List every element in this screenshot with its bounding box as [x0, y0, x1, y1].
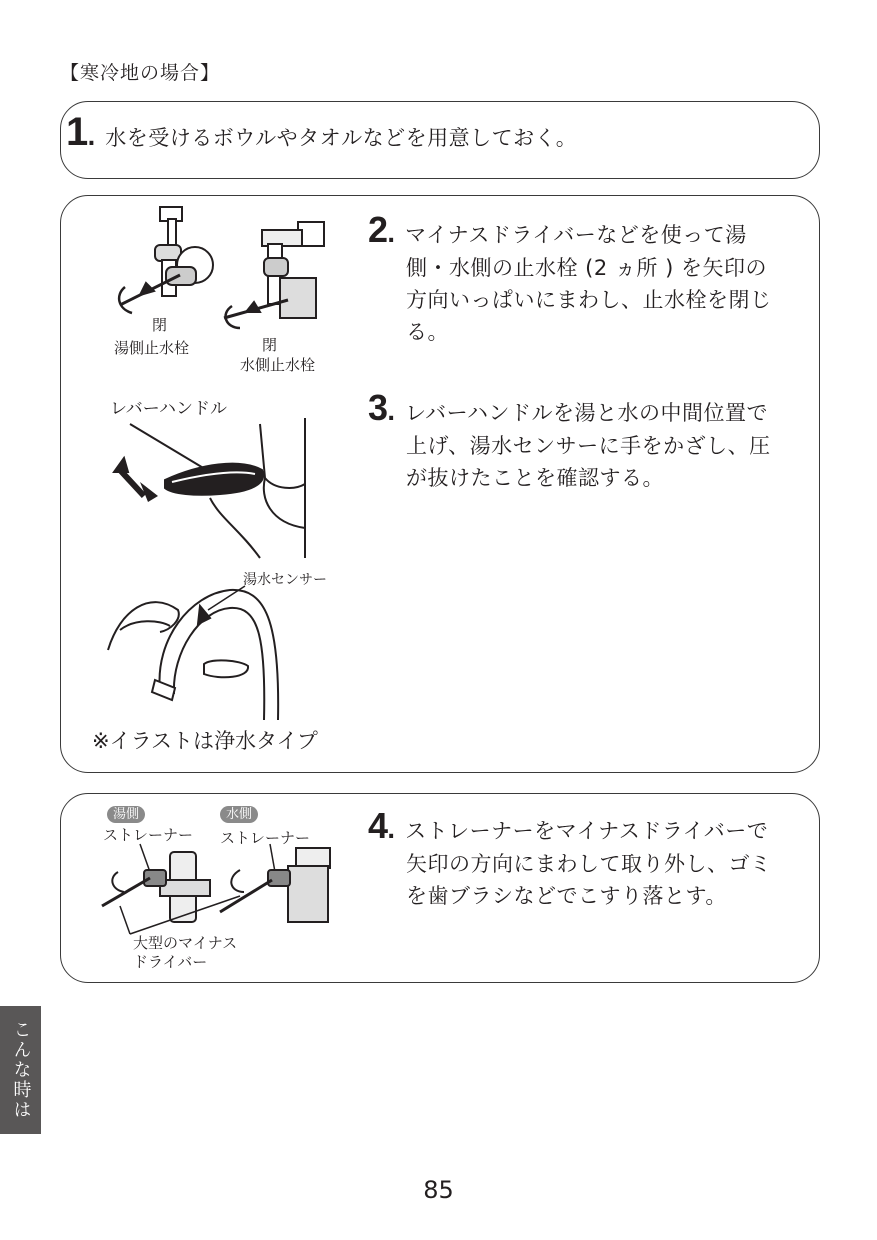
page-number: 85 [423, 1176, 454, 1204]
step-4-line-1: ストレーナーをマイナスドライバーで [405, 819, 769, 843]
cold-valve-illustration [218, 218, 328, 330]
step-2-line-1: マイナスドライバーなどを使って湯 [405, 223, 747, 247]
side-tab: こんな時は [0, 1006, 41, 1134]
step-3-line-3: が抜けたことを確認する。 [406, 466, 664, 490]
screwdriver-label-1: 大型のマイナス [133, 934, 238, 952]
section-title: 【寒冷地の場合】 [60, 62, 221, 84]
hot-valve-label: 湯側止水栓 [114, 339, 190, 357]
step-4-line-2: 矢印の方向にまわして取り外し、ゴミ [406, 852, 772, 876]
step-2-line-4: る。 [406, 320, 449, 344]
step-4-line-3: を歯ブラシなどでこすり落とす。 [406, 884, 727, 908]
step-1-number: 1 [66, 110, 88, 154]
step-3: 3. レバーハンドルを湯と水の中間位置で 上げ、湯水センサーに手をかざし、圧 が抜けたことを確認する。 [368, 392, 808, 494]
sensor-faucet-illustration [100, 580, 290, 720]
screwdriver-label-2: ドライバー [133, 953, 208, 971]
sensor-label: 湯水センサー [243, 572, 327, 588]
step-2: 2. マイナスドライバーなどを使って湯 側・水側の止水栓 (2 ヵ所 ) を矢印の 方向いっぱいにまわし、止水栓を閉じ る。 [368, 214, 808, 348]
lever-handle-label: レバーハンドル [110, 399, 227, 419]
step-4-number: 4 [368, 805, 388, 846]
step-2-line-3: 方向いっぱいにまわし、止水栓を閉じ [406, 288, 772, 312]
cold-valve-label: 水側止水栓 [240, 356, 316, 374]
step-4: 4. ストレーナーをマイナスドライバーで 矢印の方向にまわして取り外し、ゴミ を歯ブラシなどでこすり落とす。 [368, 810, 808, 912]
hot-strainer-label: ストレーナー [103, 826, 194, 844]
step-1-text: 水を受けるボウルやタオルなどを用意しておく。 [105, 126, 578, 150]
cold-strainer-label: ストレーナー [220, 829, 311, 847]
step-3-line-2: 上げ、湯水センサーに手をかざし、圧 [406, 434, 771, 458]
hot-side-tag: 湯側 [107, 806, 145, 823]
lever-handle-illustration [110, 418, 320, 558]
cold-side-tag: 水側 [220, 806, 258, 823]
strainer-illustration [100, 842, 340, 932]
hot-close-label: 閉 [152, 316, 168, 334]
illustration-note: ※イラストは浄水タイプ [92, 729, 318, 753]
step-2-number: 2 [368, 209, 388, 250]
cold-close-label: 閉 [262, 336, 278, 354]
step-1: 1. 水を受けるボウルやタオルなどを用意しておく。 [66, 110, 578, 154]
hot-valve-illustration [110, 205, 220, 325]
step-2-line-2: 側・水側の止水栓 (2 ヵ所 ) を矢印の [406, 256, 767, 280]
step-3-number: 3 [368, 387, 388, 428]
step-3-line-1: レバーハンドルを湯と水の中間位置で [405, 401, 769, 425]
